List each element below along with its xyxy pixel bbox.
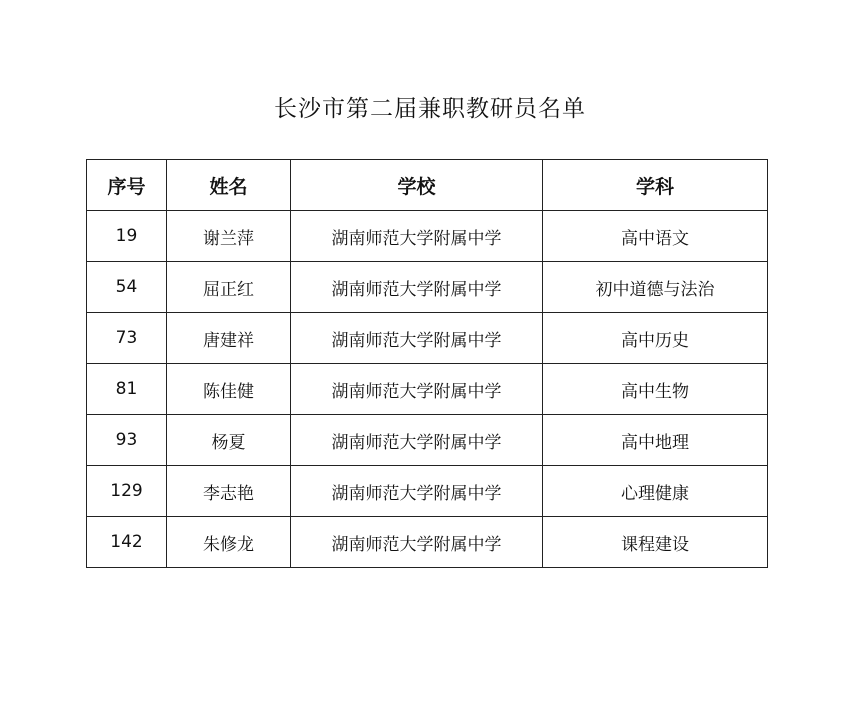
table-row [87,262,768,313]
cell-subject: 初中道德与法治 [543,262,768,313]
cell-school: 湖南师范大学附属中学 [291,517,543,568]
cell-subject: 高中地理 [543,415,768,466]
cell-school: 湖南师范大学附属中学 [291,364,543,415]
header-name: 姓名 [167,160,291,211]
cell-serial-number: 19 [87,211,167,262]
table-row [87,364,768,415]
cell-name: 杨夏 [167,415,291,466]
cell-name: 唐建祥 [167,313,291,364]
cell-subject: 高中历史 [543,313,768,364]
cell-serial-number: 81 [87,364,167,415]
cell-school: 湖南师范大学附属中学 [291,313,543,364]
cell-school: 湖南师范大学附属中学 [291,415,543,466]
table-row [87,313,768,364]
cell-name: 陈佳健 [167,364,291,415]
cell-name: 屈正红 [167,262,291,313]
cell-school: 湖南师范大学附属中学 [291,466,543,517]
table-row [87,415,768,466]
table-row [87,517,768,568]
cell-name: 朱修龙 [167,517,291,568]
header-serial-number: 序号 [87,160,167,211]
cell-name: 李志艳 [167,466,291,517]
cell-school: 湖南师范大学附属中学 [291,211,543,262]
page-title: 长沙市第二届兼职教研员名单 [274,96,586,122]
cell-subject: 高中生物 [543,364,768,415]
cell-subject: 课程建设 [543,517,768,568]
table-row [87,211,768,262]
cell-serial-number: 93 [87,415,167,466]
cell-subject: 心理健康 [543,466,768,517]
table-header-row [87,160,768,211]
cell-subject: 高中语文 [543,211,768,262]
roster-table [86,159,768,568]
header-subject: 学科 [543,160,768,211]
cell-serial-number: 142 [87,517,167,568]
table-row [87,466,768,517]
cell-serial-number: 129 [87,466,167,517]
cell-name: 谢兰萍 [167,211,291,262]
cell-serial-number: 54 [87,262,167,313]
header-school: 学校 [291,160,543,211]
cell-serial-number: 73 [87,313,167,364]
cell-school: 湖南师范大学附属中学 [291,262,543,313]
